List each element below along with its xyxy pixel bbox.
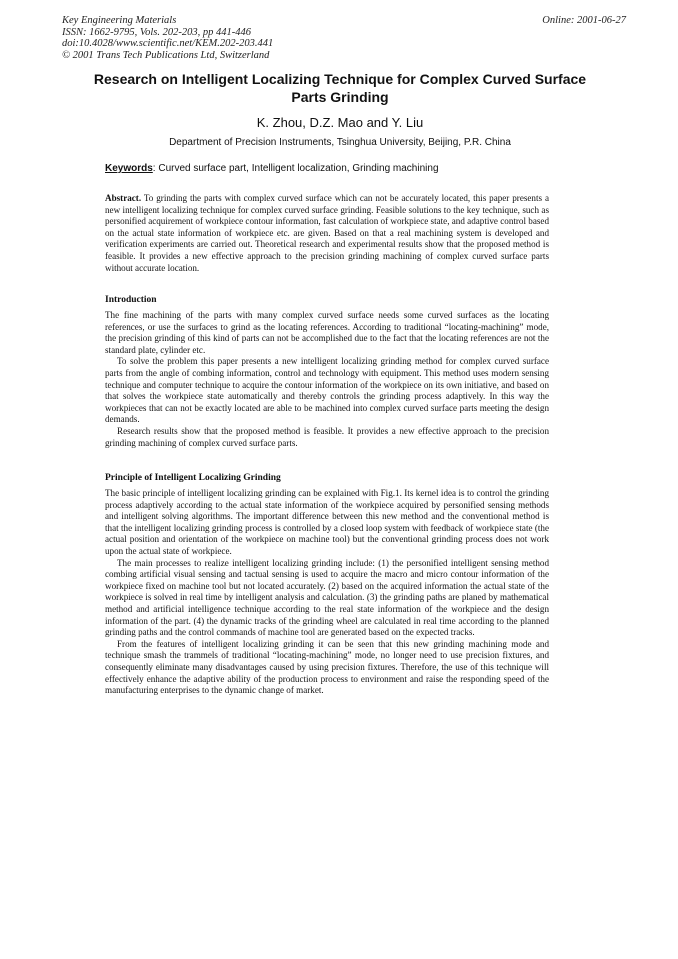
introduction-heading: Introduction: [105, 295, 157, 305]
introduction-section: [105, 310, 549, 449]
paragraph: From the features of intelligent localizing grinding it can be seen that this new grinding machining mode and technique smash the trammels of traditional “locating-machining” mode, no longer need to use precision fixtures, and consequently eliminate many disadvantages caused by using precision fixtures. Therefore, the use of this technique will effectively enhance the adaptive ability of the production process to environment and raise the responding speed of the manufacturing enterprises to the dynamic change of market.: [105, 638, 549, 696]
journal-header: [62, 15, 273, 61]
paragraph: The fine machining of the parts with many complex curved surface needs some curved surfaces as the locating references, or use the surfaces to grind as the locating references. According to traditional “locating-machining” mode, the precision grinding of this kind of parts can not be accomplished due to the fact that the locating references are not the standard plate, cylinder etc.: [105, 310, 549, 355]
doi-link[interactable]: doi:10.4028/www.scientific.net/KEM.202-203.441: [62, 38, 274, 49]
journal-name: Key Engineering Materials: [62, 15, 177, 26]
paragraph: The main processes to realize intelligent localizing grinding include: (1) the personified intelligent sensing method combing artificial visual sensing and tactual sensing is used to acquire the macro and micro contour information of the workpiece fixed on machine tool but not located accurately. (2) based on the acquired information the actual state of the workpiece is solved in real time by intelligent analysis and calculation. (3) the grinding paths are planed by mathematical method and artificial intelligence technique according to the real state information of the workpiece and the design information of the part. (4) the dynamic tracks of the grinding wheel are calculated in real time according to the planned grinding paths and the control commands of machine tool are generated based on the expected tracks.: [105, 557, 549, 638]
paper-title: Research on Intelligent Localizing Technique for Complex Curved Surface Parts Grinding: [93, 71, 587, 105]
affiliation: Department of Precision Instruments, Tsinghua University, Beijing, P.R. China: [169, 137, 511, 148]
abstract-label: Abstract.: [105, 193, 142, 203]
paragraph: The basic principle of intelligent localizing grinding can be explained with Fig.1. Its kernel idea is to control the grinding process adaptively according to the actual state information of the workpiece acquired by personified sensing methods and intelligent solving algorithms. The important difference between this new method and the conventional method is that the intelligent localizing grinding process is controlled by a closed loop system with feedback of workpiece state (the actual position and orientation of the workpiece on machine tool) but the conventional grinding process does not work upon the actual state of workpiece.: [105, 488, 549, 556]
author-list: K. Zhou, D.Z. Mao and Y. Liu: [256, 115, 424, 130]
keywords-line: [105, 163, 575, 175]
online-date: Online: 2001-06-27: [542, 15, 626, 26]
copyright-line: © 2001 Trans Tech Publications Ltd, Switzerland: [62, 49, 270, 61]
issn-line: ISSN: 1662-9795, Vols. 202-203, pp 441-446: [62, 26, 251, 38]
paragraph: To solve the problem this paper presents a new intelligent localizing grinding method for complex curved surface parts from the angle of combing information, control and technology with equipment. This method uses modern sensing technique and computer technique to acquire the contour information of the workpiece on its own initiative, and based on that solves the workpiece state automatically and thereby controls the grinding process adaptively. In this way the workpieces that can not be exactly located are able to be machined into complex curved surface parts meeting the design demands.: [105, 356, 549, 425]
principle-heading: Principle of Intelligent Localizing Grinding: [105, 473, 281, 483]
abstract-text: To grinding the parts with complex curved surface which can not be accurately located, this paper presents a new intelligent localizing technique for complex curved surface grinding. Feasible solutions to the key technique, such as personified acquirement of workpiece contour information, fast calculation of workpiece state, and adaptive control based on the actual state information of workpiece etc. are given. Based on that a real machining system is developed and verification experiments are carried out. Theoretical research and experimental results show that the proposed method is feasible. It provides a new effective approach to the precision grinding machining of complex curved surface parts without accurate location.: [105, 193, 549, 273]
keywords-text: : Curved surface part, Intelligent localization, Grinding machining: [152, 163, 439, 174]
paragraph: Research results show that the proposed method is feasible. It provides a new effective approach to the precision grinding machining of complex curved surface parts.: [105, 425, 549, 448]
principle-section: [105, 488, 549, 697]
keywords-label: Keywords: [105, 163, 153, 174]
abstract-section: [105, 193, 549, 274]
